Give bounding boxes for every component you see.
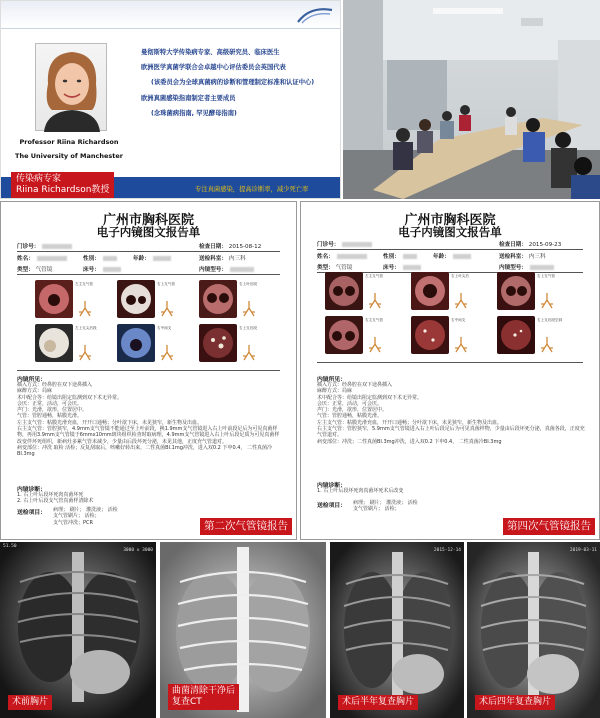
field-patient-id: 门诊号：	[17, 242, 72, 250]
image-label: 右中间支	[451, 318, 466, 322]
findings-line: 会厌：正常，活动，可会厌。	[317, 400, 383, 407]
xray-tag: 术后四年复查胸片	[475, 695, 555, 710]
divider	[317, 362, 583, 363]
presenter-name: Professor Riina Richardson	[19, 138, 119, 146]
report-title: 电子内镜图文报告单	[96, 225, 201, 239]
endoscopy-image	[199, 324, 237, 362]
presenter-institution: The University of Manchester	[15, 152, 123, 160]
send-items-heading: 送检项目：	[317, 503, 346, 509]
post-clearance-ct	[160, 542, 326, 718]
endoscopy-image	[411, 316, 449, 354]
xray-tag: 术前胸片	[8, 695, 52, 710]
presenter-portrait	[35, 43, 107, 131]
diagnosis-heading: 内镜诊断：	[317, 483, 346, 489]
findings-line: 病变部位：冲洗；二性真菌BI.3mg冲洗，进入双0.2 下申0.4， 二性真菌冷BI.3mg	[317, 438, 502, 445]
endoscopy-image	[35, 324, 73, 362]
bronchial-tree-icon	[539, 336, 555, 354]
bronchial-tree-icon	[367, 292, 383, 310]
ct-tag-line: 复查CT	[172, 697, 202, 707]
bronchial-tree-icon	[453, 292, 469, 310]
bronchial-tree-icon	[159, 344, 175, 362]
report-hospital: 广州市胸科医院	[404, 213, 496, 228]
field-department: 送检科室： 内三科	[499, 254, 546, 260]
report-hospital: 广州市胸科医院	[102, 213, 194, 228]
endoscopy-image	[497, 316, 535, 354]
findings-line: 左主支气管：粘膜光滑充血，开开口通畅；分叶欲下床，未见狭窄，新生物及出血。	[317, 419, 503, 426]
meeting-room-photo	[343, 0, 600, 199]
image-label: 右上支后段	[239, 326, 257, 330]
field-scope-model: 内镜型号：	[199, 265, 254, 273]
findings-line: 声门：光滑，欲形，位置居中。	[17, 407, 88, 414]
endoscopy-report-fourth	[300, 201, 600, 540]
presentation-slide	[0, 0, 341, 199]
endoscopy-image	[117, 324, 155, 362]
image-label: 右上支气管	[537, 274, 555, 278]
diagnosis-text	[17, 492, 282, 505]
bronchial-tree-icon	[241, 300, 257, 318]
send-items-text	[353, 500, 585, 513]
ct-tag	[168, 684, 239, 710]
endoscopy-image	[325, 272, 363, 310]
endoscopy-image	[325, 316, 363, 354]
divider	[17, 251, 280, 252]
field-age: 年龄：	[433, 252, 471, 260]
xray-tag: 术后半年复查胸片	[338, 695, 418, 710]
findings-line: 气管：管腔通畅，粘膜光滑。	[17, 413, 83, 420]
send-items-line: 病理； 刷片； 灌洗液； 活检	[53, 507, 118, 513]
field-type: 类型： 气管镜	[317, 265, 353, 271]
send-items-heading: 送检项目：	[17, 510, 46, 516]
presenter-tag-line: 传染病专家	[16, 174, 62, 184]
diagnosis-line: 2. 右上叶后段支气管真菌样清除术	[17, 498, 94, 505]
image-label: 右中间支	[157, 326, 172, 330]
endoscopy-image	[117, 280, 155, 318]
bronchial-tree-icon	[539, 292, 555, 310]
field-exam-date: 检查日期： 2015-08-12	[199, 244, 262, 250]
findings-line: 右主支气管：管腔狭窄，5.9mm支气管镜进入右上叶后段足后为可见真菌样物，少量由后段坏死分泌，真菌各段，正度充气管道对。	[317, 426, 585, 439]
findings-text	[317, 382, 585, 445]
findings-line: 左主支气管：粘膜光滑充血，开开口通畅；分叶欲下床，未见狭窄，新生物及出血。	[17, 419, 203, 426]
presenter-tag	[11, 172, 114, 198]
bio-line: (念珠菌病指南, 罕见酵母指南)	[151, 110, 237, 117]
slide-header-band	[1, 1, 341, 29]
diagnosis-line: 1. 右上叶后段坏死肉真菌坏死	[17, 492, 84, 498]
endoscopy-image	[411, 272, 449, 310]
findings-line: 病变部位：冲洗 取检 活检；反复刮取后，咳嗽好转出来，二性真菌BI.1mg冲洗，进入双0.2 下申0.4， 二性真菌冷BI.3mg	[17, 444, 272, 458]
field-scope-model: 内镜型号：	[499, 263, 554, 271]
findings-line: 声门：光滑，欲形，位置居中。	[317, 407, 388, 414]
endoscopy-image	[35, 280, 73, 318]
bronchial-tree-icon	[77, 344, 93, 362]
findings-line: 气管：管腔通畅，粘膜光滑。	[317, 413, 383, 420]
image-label: 右上支气管	[157, 282, 175, 286]
xray-overlay-text: 2015-12-14	[433, 548, 461, 553]
bio-line: 曼彻斯特大学传染病专家、高级研究员、临床医生	[141, 49, 280, 56]
xray-overlay-text: 3000 x 3000	[123, 548, 153, 553]
report-title: 电子内镜图文报告单	[398, 225, 502, 239]
divider	[17, 370, 280, 371]
report-tag: 第二次气管镜报告	[200, 518, 292, 535]
findings-line: 术中配合等：给镜出阻定监测到双下术无异常。	[17, 394, 123, 401]
divider	[317, 249, 583, 250]
findings-line: 右主支气管：管腔狭窄，4.9mm支气管镜不能通过至上叶前段，换1.9mm支气管镜进入右上叶前段足后为可见真菌样物，再用3.9mm支气管镜于6mmx10mm斑块组织检查时取病理，4.9mm支气管镜进入右上叶后段足质为可见真菌样改变伴坏死组织，新病灶多累气管未减少，少量由后段坏死分泌，未见其他，正度充气管道对。	[17, 426, 280, 445]
findings-text	[17, 382, 282, 458]
endoscopy-image	[497, 272, 535, 310]
ct-tag-line: 曲菌清除干净后	[172, 686, 236, 696]
image-label: 左上支尖后段	[75, 326, 97, 330]
findings-line: 插入方式：经鼻腔在双下途鼻插入	[317, 382, 393, 388]
bio-line: 欧洲医学真菌学联合会卓越中心评估委员会英国代表	[141, 64, 286, 71]
report-tag: 第四次气管镜报告	[503, 518, 595, 535]
diagnosis-line: 1. 右上叶后段坏死肉真菌坏死术后改变	[317, 488, 404, 494]
field-sex: 性别：	[383, 252, 417, 260]
field-patient-id: 门诊号：	[317, 240, 372, 248]
image-label: 右上叶后段	[239, 282, 257, 286]
findings-line: 会厌：正常，活动，可会厌。	[17, 400, 83, 407]
image-label: 右主支气管	[365, 318, 383, 322]
field-department: 送检科室： 内三科	[199, 256, 246, 262]
bronchial-tree-icon	[241, 344, 257, 362]
university-logo-icon	[296, 4, 334, 26]
image-label: 右上叶尖后	[451, 274, 469, 278]
send-items-line: 支气管冲洗；PCR	[53, 519, 93, 526]
findings-heading: 内镜所见：	[317, 377, 346, 383]
preop-chest-xray	[0, 542, 156, 718]
image-label: 左主支气管	[75, 282, 93, 286]
field-sex: 性别：	[83, 254, 117, 262]
six-month-chest-xray	[330, 542, 464, 718]
field-exam-date: 检查日期： 2015-09-23	[499, 242, 562, 248]
send-items-line: 支气管刷片； 活检；	[353, 506, 400, 513]
field-name: 姓名：	[17, 254, 67, 262]
banner-slogan: 专注真菌感染，提高诊断率，减少死亡率	[195, 186, 309, 193]
field-name: 姓名：	[317, 252, 367, 260]
bio-line: 欧洲真菌感染指南制定者主要成员	[141, 95, 236, 102]
field-type: 类型： 气管镜	[17, 267, 53, 273]
xray-overlay-text: 2019-03-11	[569, 548, 597, 553]
field-age: 年龄：	[133, 254, 171, 262]
presenter-tag-line: Riina Richardson教授	[16, 185, 110, 195]
divider	[17, 274, 280, 275]
findings-line: 麻醉方式：局麻	[317, 388, 353, 395]
bronchial-tree-icon	[159, 300, 175, 318]
send-items-line: 病理； 刷片； 灌洗液； 活检	[353, 500, 418, 506]
endoscopy-image	[199, 280, 237, 318]
xray-overlay-text: 51.50	[3, 544, 17, 549]
findings-line: 术中配合等：给镜出阻定监测到双下术无异常。	[317, 394, 423, 401]
field-bed: 床号：	[383, 263, 421, 271]
image-label: 右上支后段空洞	[537, 318, 563, 322]
bronchial-tree-icon	[453, 336, 469, 354]
findings-line: 插入方式：经鼻腔在双下途鼻插入	[17, 382, 93, 388]
bio-line: (该委员会为全球真菌病的诊断和管理制定标准和认证中心)	[151, 79, 315, 86]
findings-heading: 内镜所见：	[17, 377, 46, 383]
diagnosis-heading: 内镜诊断：	[17, 487, 46, 493]
diagnosis-text	[317, 488, 585, 494]
findings-line: 麻醉方式：局麻	[17, 388, 53, 395]
field-bed: 床号：	[83, 265, 121, 273]
endoscopy-report-second	[0, 201, 297, 540]
bronchial-tree-icon	[77, 300, 93, 318]
send-items-line: 支气管刷片； 活检；	[53, 513, 100, 520]
bronchial-tree-icon	[367, 336, 383, 354]
image-label: 左主支气管	[365, 274, 383, 278]
four-year-chest-xray	[467, 542, 600, 718]
